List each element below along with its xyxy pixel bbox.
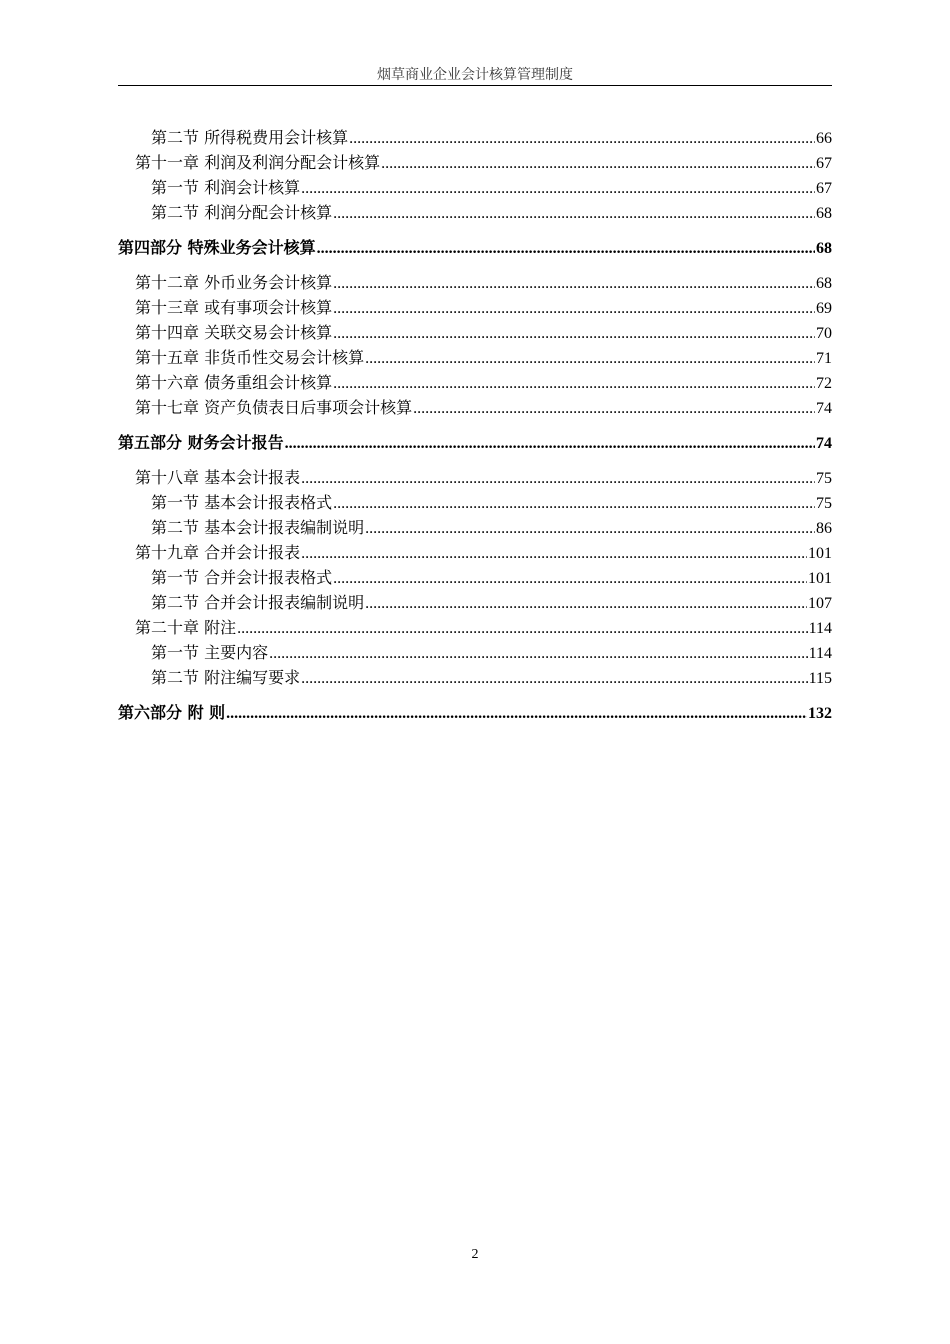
toc-entry-label: 第二节 附注编写要求: [151, 668, 301, 687]
toc-entry-label: 第十九章 合并会计报表: [135, 543, 301, 562]
toc-entry-chapter[interactable]: [118, 615, 832, 640]
toc-entry-section[interactable]: [118, 665, 832, 690]
dot-leader: [301, 541, 807, 566]
toc-entry-label: 第二节 所得税费用会计核算: [151, 128, 349, 147]
dot-leader: [226, 701, 807, 726]
dot-leader: [333, 371, 815, 396]
toc-entry-page: 132: [808, 705, 832, 722]
dot-leader: [365, 346, 815, 371]
dot-leader: [269, 641, 808, 666]
dot-leader: [317, 236, 815, 261]
toc-entry-page: 68: [816, 205, 832, 222]
toc-entry-page: 114: [808, 620, 832, 637]
toc-entry-label: 第十七章 资产负债表日后事项会计核算: [135, 398, 413, 417]
toc-entry-chapter[interactable]: [118, 320, 832, 345]
toc-entry-page: 114: [808, 645, 832, 662]
toc-entry-part[interactable]: [118, 700, 832, 725]
toc-entry-page: 67: [816, 180, 832, 197]
running-header: 烟草商业企业会计核算管理制度: [377, 68, 573, 83]
dot-leader: [333, 296, 815, 321]
toc-entry-page: 66: [816, 130, 832, 147]
toc-entry-label: 第十八章 基本会计报表: [135, 468, 301, 487]
dot-leader: [333, 201, 815, 226]
toc-entry-chapter[interactable]: [118, 150, 832, 175]
toc-entry-label: 第二节 利润分配会计核算: [151, 203, 333, 222]
toc-entry-page: 86: [816, 520, 832, 537]
dot-leader: [301, 176, 815, 201]
toc-entry-chapter[interactable]: [118, 370, 832, 395]
toc-entry-section[interactable]: [118, 640, 832, 665]
toc-entry-page: 74: [816, 435, 832, 452]
toc-entry-label: 第五部分 财务会计报告: [118, 433, 284, 452]
toc-entry-page: 70: [816, 325, 832, 342]
toc-entry-label: 第十三章 或有事项会计核算: [135, 298, 333, 317]
toc-entry-chapter[interactable]: [118, 270, 832, 295]
toc-entry-section[interactable]: [118, 125, 832, 150]
toc-entry-label: 第十四章 关联交易会计核算: [135, 323, 333, 342]
toc-entry-part[interactable]: [118, 235, 832, 260]
toc-entry-page: 68: [816, 275, 832, 292]
toc-entry-page: 68: [816, 240, 832, 257]
toc-entry-label: 第十五章 非货币性交易会计核算: [135, 348, 365, 367]
toc-entry-chapter[interactable]: [118, 295, 832, 320]
toc-entry-section[interactable]: [118, 175, 832, 200]
toc-entry-page: 107: [808, 595, 832, 612]
toc-entry-label: 第十一章 利润及利润分配会计核算: [135, 153, 381, 172]
toc-entry-chapter[interactable]: [118, 540, 832, 565]
toc-entry-page: 72: [816, 375, 832, 392]
dot-leader: [301, 466, 815, 491]
toc-entry-label: 第四部分 特殊业务会计核算: [118, 238, 316, 257]
toc-entry-page: 75: [816, 495, 832, 512]
toc-entry-page: 74: [816, 400, 832, 417]
toc-entry-label: 第二节 基本会计报表编制说明: [151, 518, 365, 537]
toc-entry-label: 第十六章 债务重组会计核算: [135, 373, 333, 392]
dot-leader: [333, 271, 815, 296]
toc-entry-label: 第一节 基本会计报表格式: [151, 493, 333, 512]
toc-entry-label: 第一节 利润会计核算: [151, 178, 301, 197]
dot-leader: [333, 566, 807, 591]
toc-entry-chapter[interactable]: [118, 465, 832, 490]
dot-leader: [237, 616, 808, 641]
dot-leader: [365, 591, 807, 616]
toc-entry-page: 101: [808, 570, 832, 587]
toc-entry-label: 第十二章 外币业务会计核算: [135, 273, 333, 292]
toc-entry-label: 第一节 主要内容: [151, 643, 269, 662]
dot-leader: [333, 321, 815, 346]
toc-entry-part[interactable]: [118, 430, 832, 455]
toc-entry-section[interactable]: [118, 590, 832, 615]
dot-leader: [413, 396, 815, 421]
toc-entry-section[interactable]: [118, 490, 832, 515]
toc-entry-chapter[interactable]: [118, 345, 832, 370]
dot-leader: [381, 151, 815, 176]
toc-entry-section[interactable]: [118, 515, 832, 540]
toc-entry-page: 101: [808, 545, 832, 562]
toc-entry-page: 75: [816, 470, 832, 487]
toc-entry-label: 第二节 合并会计报表编制说明: [151, 593, 365, 612]
dot-leader: [301, 666, 808, 691]
dot-leader: [285, 431, 815, 456]
toc-entry-page: 67: [816, 155, 832, 172]
toc-entry-page: 71: [816, 350, 832, 367]
toc-entry-label: 第二十章 附注: [135, 618, 237, 637]
page-number: 2: [471, 1247, 479, 1262]
header-rule: [118, 85, 832, 86]
table-of-contents: [118, 125, 832, 735]
toc-entry-section[interactable]: [118, 200, 832, 225]
dot-leader: [333, 491, 815, 516]
dot-leader: [365, 516, 815, 541]
toc-entry-label: 第六部分 附 则: [118, 703, 226, 722]
toc-entry-chapter[interactable]: [118, 395, 832, 420]
toc-entry-page: 115: [808, 670, 832, 687]
toc-entry-page: 69: [816, 300, 832, 317]
toc-entry-label: 第一节 合并会计报表格式: [151, 568, 333, 587]
dot-leader: [349, 126, 815, 151]
toc-entry-section[interactable]: [118, 565, 832, 590]
